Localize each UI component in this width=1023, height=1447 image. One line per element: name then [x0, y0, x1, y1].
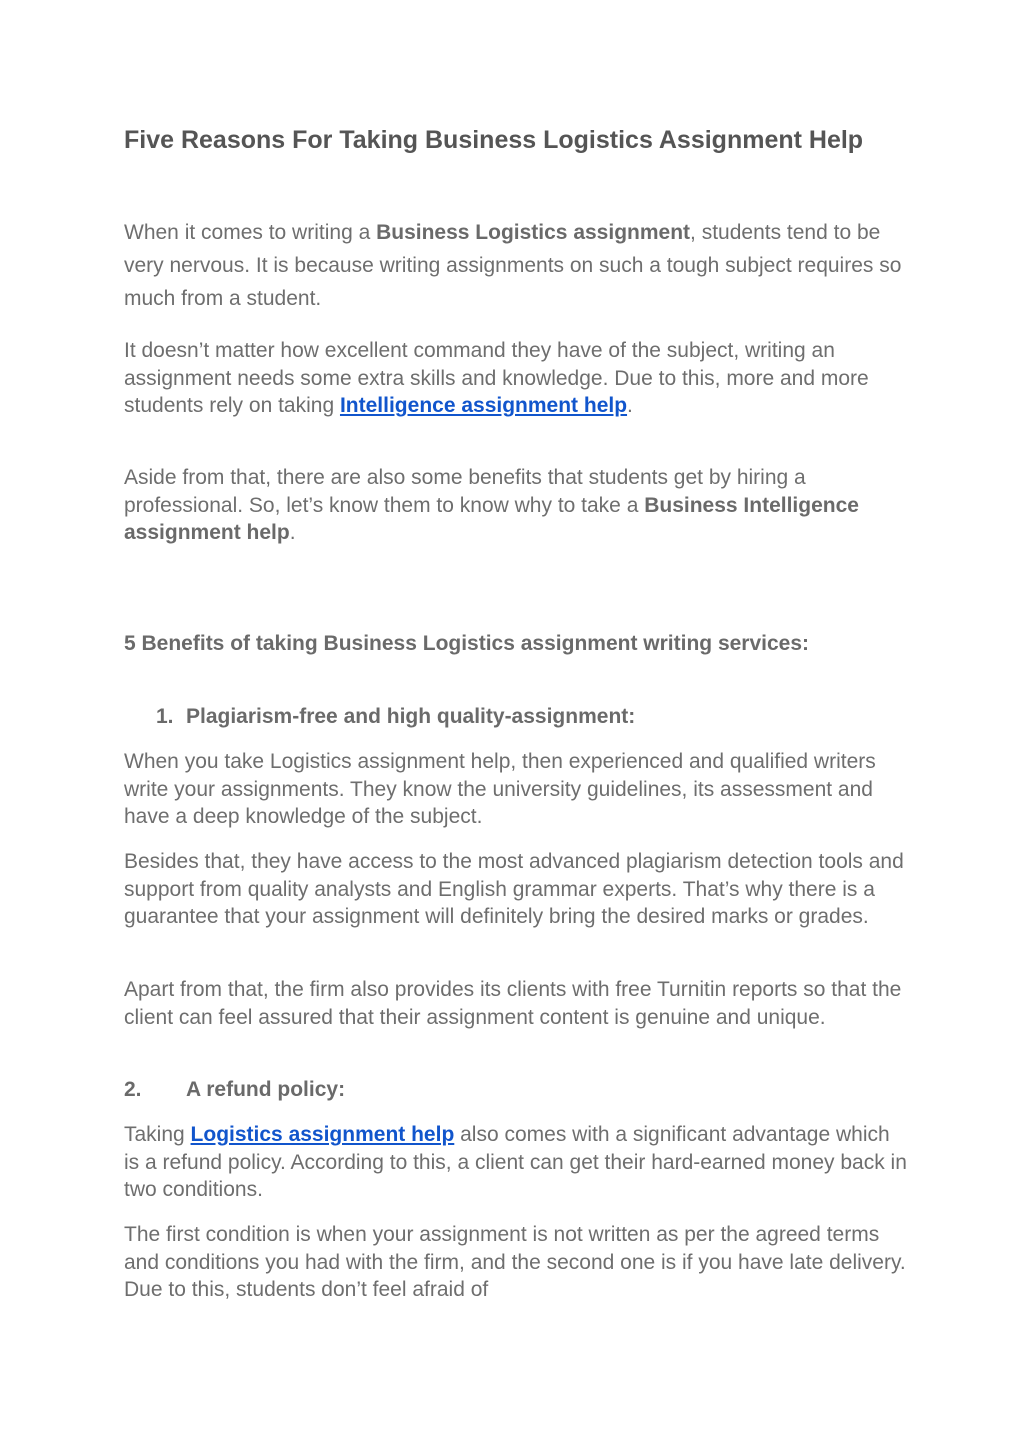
benefits-intro-text-start: Aside from that, there are also some benefits that students get by hiring a professional. So, let’s know them to know why to take a: [124, 466, 806, 517]
command-text-end: .: [627, 394, 633, 418]
refund-text-start: Taking: [124, 1123, 191, 1146]
item-2-number: 2.: [124, 1078, 142, 1101]
refund-paragraph: [124, 1121, 909, 1204]
page-title: Five Reasons For Taking Business Logistics Assignment Help: [124, 126, 864, 154]
benefits-intro-paragraph: [124, 464, 909, 547]
item-2-heading: A refund policy:: [186, 1078, 346, 1101]
benefits-intro-bold-term: Business Intelligence assignment help: [124, 493, 859, 545]
intro-text-end: , students tend to be very nervous. It is because writing assignments on such a tough subject requires so much from a student.: [124, 221, 902, 310]
benefits-heading: 5 Benefits of taking Business Logistics assignment writing services:: [124, 632, 810, 655]
intro-bold-term: Business Logistics assignment: [376, 221, 691, 244]
item-1-heading: Plagiarism-free and high quality-assignment:: [186, 705, 636, 728]
intelligence-assignment-help-link[interactable]: Intelligence assignment help: [339, 394, 628, 418]
intro-paragraph: [124, 216, 909, 315]
conditions-paragraph: The first condition is when your assignment is not written as per the agreed terms and conditions you had with the firm, and the second one is if you have late delivery. Due to this, students don’t feel afraid of: [124, 1223, 906, 1302]
command-text-start: It doesn’t matter how excellent command they have of the subject, writing an assignment needs some extra skills and knowledge. Due to this, more and more students rely on taking: [124, 339, 869, 418]
intro-text-start: When it comes to writing a: [124, 221, 377, 244]
benefits-intro-text-end: .: [289, 521, 296, 545]
item-1-number: 1.: [156, 705, 174, 728]
paragraph-turnitin: Apart from that, the firm also provides its clients with free Turnitin reports so that the client can feel assured that their assignment content is genuine and unique.: [124, 978, 902, 1029]
logistics-assignment-help-link[interactable]: Logistics assignment help: [190, 1123, 455, 1146]
command-paragraph: [124, 337, 909, 420]
paragraph-writers: When you take Logistics assignment help, then experienced and qualified writers write your assignments. They know the university guidelines, its assessment and have a deep knowledge of the subject.: [124, 750, 876, 829]
paragraph-plagiarism-tools: Besides that, they have access to the most advanced plagiarism detection tools and support from quality analysts and English grammar experts. That’s why there is a guarantee that your assignment will definitely bring the desired marks or grades.: [124, 850, 904, 929]
refund-text-end: also comes with a significant advantage which is a refund policy. According to this, a client can get their hard-earned money back in two conditions.: [124, 1123, 907, 1202]
